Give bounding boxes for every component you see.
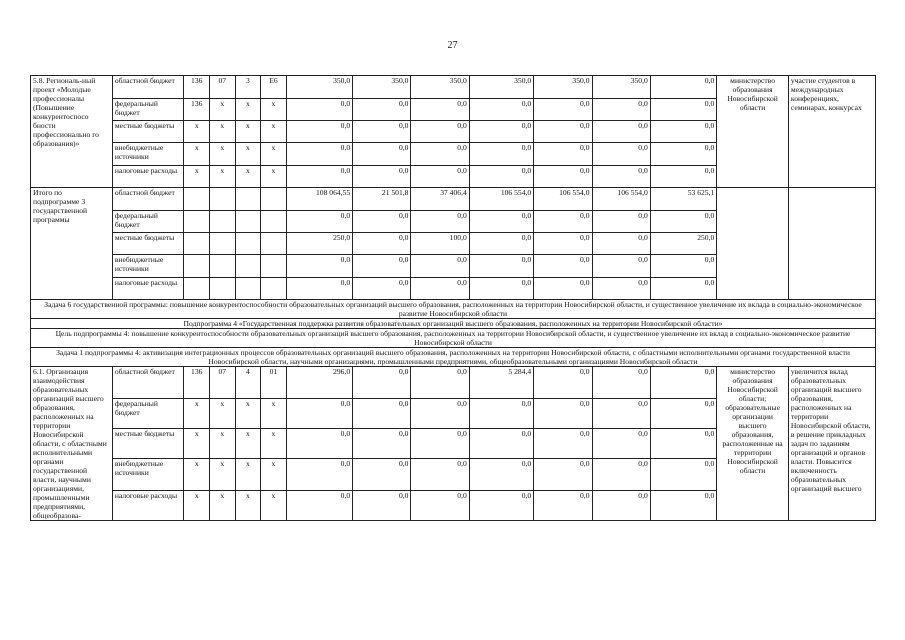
amount-cell: 0,0 (353, 166, 411, 188)
amount-cell: 0,0 (411, 143, 469, 166)
table-row (31, 348, 876, 367)
amount-cell: 0,0 (650, 398, 716, 428)
amount-cell: 0,0 (534, 121, 592, 143)
amount-cell: 0,0 (469, 233, 533, 255)
amount-cell: 0,0 (411, 255, 469, 278)
amount-cell: 0,0 (353, 459, 411, 491)
budget-table (30, 75, 876, 521)
code-csr (261, 211, 287, 233)
amount-cell: 0,0 (534, 211, 592, 233)
amount-cell: 0,0 (534, 99, 592, 121)
amount-cell: 0,0 (650, 166, 716, 188)
activity-name: 6.1. Организация взаимодействия образовательных организаций высшего образования, расположенных на территории Новосибирской области, с областными исполнительными органами государственной власти, научными организациями, промышленными предприятиями, общеобразова- (31, 367, 113, 521)
amount-cell: 106 554,0 (592, 188, 650, 211)
code-csr: х (261, 143, 287, 166)
code-grbs: х (184, 428, 210, 458)
code-csr: 01 (261, 367, 287, 399)
amount-cell: 0,0 (353, 367, 411, 399)
code-csr: х (261, 121, 287, 143)
amount-cell: 0,0 (650, 490, 716, 520)
amount-cell: 0,0 (286, 121, 352, 143)
amount-cell: 0,0 (286, 428, 352, 458)
amount-cell: 0,0 (592, 398, 650, 428)
code-rz: 07 (210, 367, 236, 399)
code-pr: х (235, 121, 261, 143)
amount-cell: 0,0 (353, 255, 411, 278)
code-csr: Е6 (261, 76, 287, 99)
amount-cell: 0,0 (411, 367, 469, 399)
code-rz: х (210, 121, 236, 143)
activity-name: Итого по подпрограмме 3 государственной программы (31, 188, 113, 300)
funding-source: налоговые расходы (112, 166, 184, 188)
code-pr (235, 255, 261, 278)
code-grbs: х (184, 166, 210, 188)
code-grbs: х (184, 490, 210, 520)
amount-cell: 0,0 (534, 143, 592, 166)
amount-cell: 0,0 (411, 490, 469, 520)
funding-source: внебюджетные источники (112, 143, 184, 166)
amount-cell: 0,0 (592, 490, 650, 520)
code-csr: х (261, 398, 287, 428)
code-csr (261, 188, 287, 211)
amount-cell: 0,0 (469, 398, 533, 428)
code-grbs: х (184, 143, 210, 166)
executor: министерство образования Новосибирской области (717, 76, 789, 188)
table-row (31, 367, 876, 399)
amount-cell: 350,0 (592, 76, 650, 99)
amount-cell: 0,0 (353, 121, 411, 143)
code-pr (235, 211, 261, 233)
code-pr (235, 188, 261, 211)
amount-cell: 0,0 (469, 278, 533, 300)
code-pr: 4 (235, 367, 261, 399)
amount-cell: 0,0 (286, 143, 352, 166)
amount-cell: 0,0 (534, 398, 592, 428)
amount-cell: 5 284,4 (469, 367, 533, 399)
amount-cell: 0,0 (411, 166, 469, 188)
amount-cell: 0,0 (469, 490, 533, 520)
amount-cell: 0,0 (650, 76, 716, 99)
amount-cell: 0,0 (592, 143, 650, 166)
amount-cell: 0,0 (592, 99, 650, 121)
amount-cell: 0,0 (650, 143, 716, 166)
code-pr: х (235, 398, 261, 428)
code-grbs: 136 (184, 99, 210, 121)
amount-cell: 0,0 (353, 233, 411, 255)
code-grbs (184, 233, 210, 255)
amount-cell: 0,0 (286, 398, 352, 428)
amount-cell: 0,0 (411, 428, 469, 458)
amount-cell: 21 501,8 (353, 188, 411, 211)
funding-source: федеральный бюджет (112, 211, 184, 233)
amount-cell: 0,0 (411, 278, 469, 300)
code-rz: х (210, 99, 236, 121)
subprogram-title: Подпрограмма 4 «Государственная поддержка развития образовательных организаций высшего образования, расположенных на территории Новосибирской области» (31, 319, 876, 329)
code-grbs: х (184, 459, 210, 491)
amount-cell: 0,0 (534, 367, 592, 399)
amount-cell: 0,0 (286, 459, 352, 491)
amount-cell: 0,0 (592, 459, 650, 491)
code-rz: х (210, 459, 236, 491)
code-rz: х (210, 428, 236, 458)
amount-cell: 0,0 (411, 211, 469, 233)
amount-cell: 0,0 (286, 255, 352, 278)
amount-cell: 0,0 (469, 428, 533, 458)
task-heading: Задача 6 государственной программы: повышение конкурентоспособности образовательных организаций высшего образования, расположенных на территории Новосибирской области, и существенное увеличение их вклада в социально-экономическое развитие Новосибирской области (31, 300, 876, 319)
funding-source: внебюджетные источники (112, 255, 184, 278)
code-csr: х (261, 459, 287, 491)
funding-source: местные бюджеты (112, 428, 184, 458)
funding-source: областной бюджет (112, 367, 184, 399)
amount-cell: 0,0 (286, 166, 352, 188)
code-pr: х (235, 490, 261, 520)
code-rz: 07 (210, 76, 236, 99)
amount-cell: 0,0 (469, 99, 533, 121)
code-grbs (184, 211, 210, 233)
amount-cell: 350,0 (353, 76, 411, 99)
code-rz: х (210, 143, 236, 166)
funding-source: налоговые расходы (112, 490, 184, 520)
amount-cell: 0,0 (534, 459, 592, 491)
table-row (31, 188, 876, 211)
amount-cell: 0,0 (534, 278, 592, 300)
amount-cell: 350,0 (534, 76, 592, 99)
amount-cell: 0,0 (650, 278, 716, 300)
amount-cell: 0,0 (469, 166, 533, 188)
code-rz (210, 211, 236, 233)
amount-cell: 0,0 (650, 255, 716, 278)
amount-cell: 0,0 (534, 233, 592, 255)
funding-source: внебюджетные источники (112, 459, 184, 491)
code-pr: х (235, 166, 261, 188)
funding-source: местные бюджеты (112, 121, 184, 143)
amount-cell: 0,0 (286, 490, 352, 520)
amount-cell: 350,0 (469, 76, 533, 99)
amount-cell: 0,0 (650, 99, 716, 121)
expected-result: увеличится вклад образовательных организаций высшего образования, расположенных на территории Новосибирской области, в решение прикладных задач по заданиям организаций и органов власти. Повысится включенность образовательных организаций высшего (788, 367, 875, 521)
code-csr (261, 278, 287, 300)
amount-cell: 108 064,55 (286, 188, 352, 211)
amount-cell: 0,0 (592, 121, 650, 143)
amount-cell: 100,0 (411, 233, 469, 255)
code-grbs: х (184, 398, 210, 428)
amount-cell: 0,0 (411, 121, 469, 143)
amount-cell: 106 554,0 (534, 188, 592, 211)
amount-cell: 0,0 (592, 255, 650, 278)
code-rz (210, 233, 236, 255)
task-heading: Задача 1 подпрограммы 4: активизация интеграционных процессов образовательных организаций высшего образования, расположенных на территории Новосибирской области, с областными исполнительными органами государственной власти Новосибирской области, научными организациями, промышленными предприятиями, общеобразовательными организациями Новосибирской области (31, 348, 876, 367)
subprogram-goal: Цель подпрограммы 4: повышение конкурентоспособности образовательных организаций высшего образования, расположенных на территории Новосибирской области, и существенное увеличение их вклад в социально-экономическое развитие Новосибирской области (31, 329, 876, 348)
amount-cell: 53 625,1 (650, 188, 716, 211)
code-pr (235, 233, 261, 255)
funding-source: областной бюджет (112, 76, 184, 99)
table-row (31, 76, 876, 99)
code-rz (210, 278, 236, 300)
amount-cell: 0,0 (353, 490, 411, 520)
amount-cell: 0,0 (469, 121, 533, 143)
funding-source: федеральный бюджет (112, 99, 184, 121)
amount-cell: 350,0 (286, 76, 352, 99)
code-grbs: х (184, 121, 210, 143)
activity-name: 5.8. Региональ-ный проект «Молодые профессионалы (Повышение конкурентоспосо бности профессионально го образования)» (31, 76, 113, 188)
amount-cell: 0,0 (353, 278, 411, 300)
code-csr: х (261, 166, 287, 188)
amount-cell: 0,0 (353, 428, 411, 458)
executor (717, 188, 789, 300)
code-pr: х (235, 99, 261, 121)
amount-cell: 0,0 (534, 166, 592, 188)
amount-cell: 0,0 (469, 143, 533, 166)
amount-cell: 0,0 (534, 255, 592, 278)
amount-cell: 0,0 (534, 428, 592, 458)
amount-cell: 0,0 (353, 99, 411, 121)
expected-result: участие студентов в международных конференциях, семинарах, конкурсах (788, 76, 875, 188)
code-rz: х (210, 166, 236, 188)
amount-cell: 0,0 (411, 99, 469, 121)
code-rz: х (210, 490, 236, 520)
amount-cell: 350,0 (411, 76, 469, 99)
funding-source: налоговые расходы (112, 278, 184, 300)
amount-cell: 296,0 (286, 367, 352, 399)
amount-cell: 0,0 (650, 367, 716, 399)
code-csr (261, 255, 287, 278)
amount-cell: 0,0 (650, 121, 716, 143)
amount-cell: 106 554,0 (469, 188, 533, 211)
amount-cell: 0,0 (592, 278, 650, 300)
code-rz (210, 255, 236, 278)
amount-cell: 0,0 (592, 233, 650, 255)
amount-cell: 250,0 (286, 233, 352, 255)
amount-cell: 0,0 (650, 459, 716, 491)
funding-source: областной бюджет (112, 188, 184, 211)
code-csr: х (261, 490, 287, 520)
page-number: 27 (447, 40, 458, 51)
table-row (31, 329, 876, 348)
code-rz (210, 188, 236, 211)
amount-cell: 0,0 (353, 143, 411, 166)
amount-cell: 0,0 (469, 459, 533, 491)
code-pr: х (235, 428, 261, 458)
amount-cell: 0,0 (592, 367, 650, 399)
amount-cell: 0,0 (650, 428, 716, 458)
amount-cell: 37 406,4 (411, 188, 469, 211)
amount-cell: 0,0 (469, 255, 533, 278)
expected-result (788, 188, 875, 300)
amount-cell: 250,0 (650, 233, 716, 255)
amount-cell: 0,0 (353, 211, 411, 233)
amount-cell: 0,0 (469, 211, 533, 233)
amount-cell: 0,0 (650, 211, 716, 233)
table-row (31, 300, 876, 319)
funding-source: федеральный бюджет (112, 398, 184, 428)
amount-cell: 0,0 (592, 428, 650, 458)
code-grbs (184, 255, 210, 278)
amount-cell: 0,0 (411, 459, 469, 491)
code-pr: 3 (235, 76, 261, 99)
code-pr (235, 278, 261, 300)
code-csr: х (261, 428, 287, 458)
code-pr: х (235, 143, 261, 166)
executor: министерство образования Новосибирской области; образовательные организации высшего образования, расположенные на территории Новосибирской области (717, 367, 789, 521)
amount-cell: 0,0 (286, 278, 352, 300)
amount-cell: 0,0 (592, 211, 650, 233)
amount-cell: 0,0 (353, 398, 411, 428)
code-pr: х (235, 459, 261, 491)
code-grbs (184, 278, 210, 300)
amount-cell: 0,0 (286, 211, 352, 233)
code-grbs: 136 (184, 367, 210, 399)
amount-cell: 0,0 (286, 99, 352, 121)
code-rz: х (210, 398, 236, 428)
funding-source: местные бюджеты (112, 233, 184, 255)
amount-cell: 0,0 (534, 490, 592, 520)
amount-cell: 0,0 (592, 166, 650, 188)
code-csr: х (261, 99, 287, 121)
table-row (31, 319, 876, 329)
amount-cell: 0,0 (411, 398, 469, 428)
code-grbs: 136 (184, 76, 210, 99)
code-csr (261, 233, 287, 255)
code-grbs (184, 188, 210, 211)
